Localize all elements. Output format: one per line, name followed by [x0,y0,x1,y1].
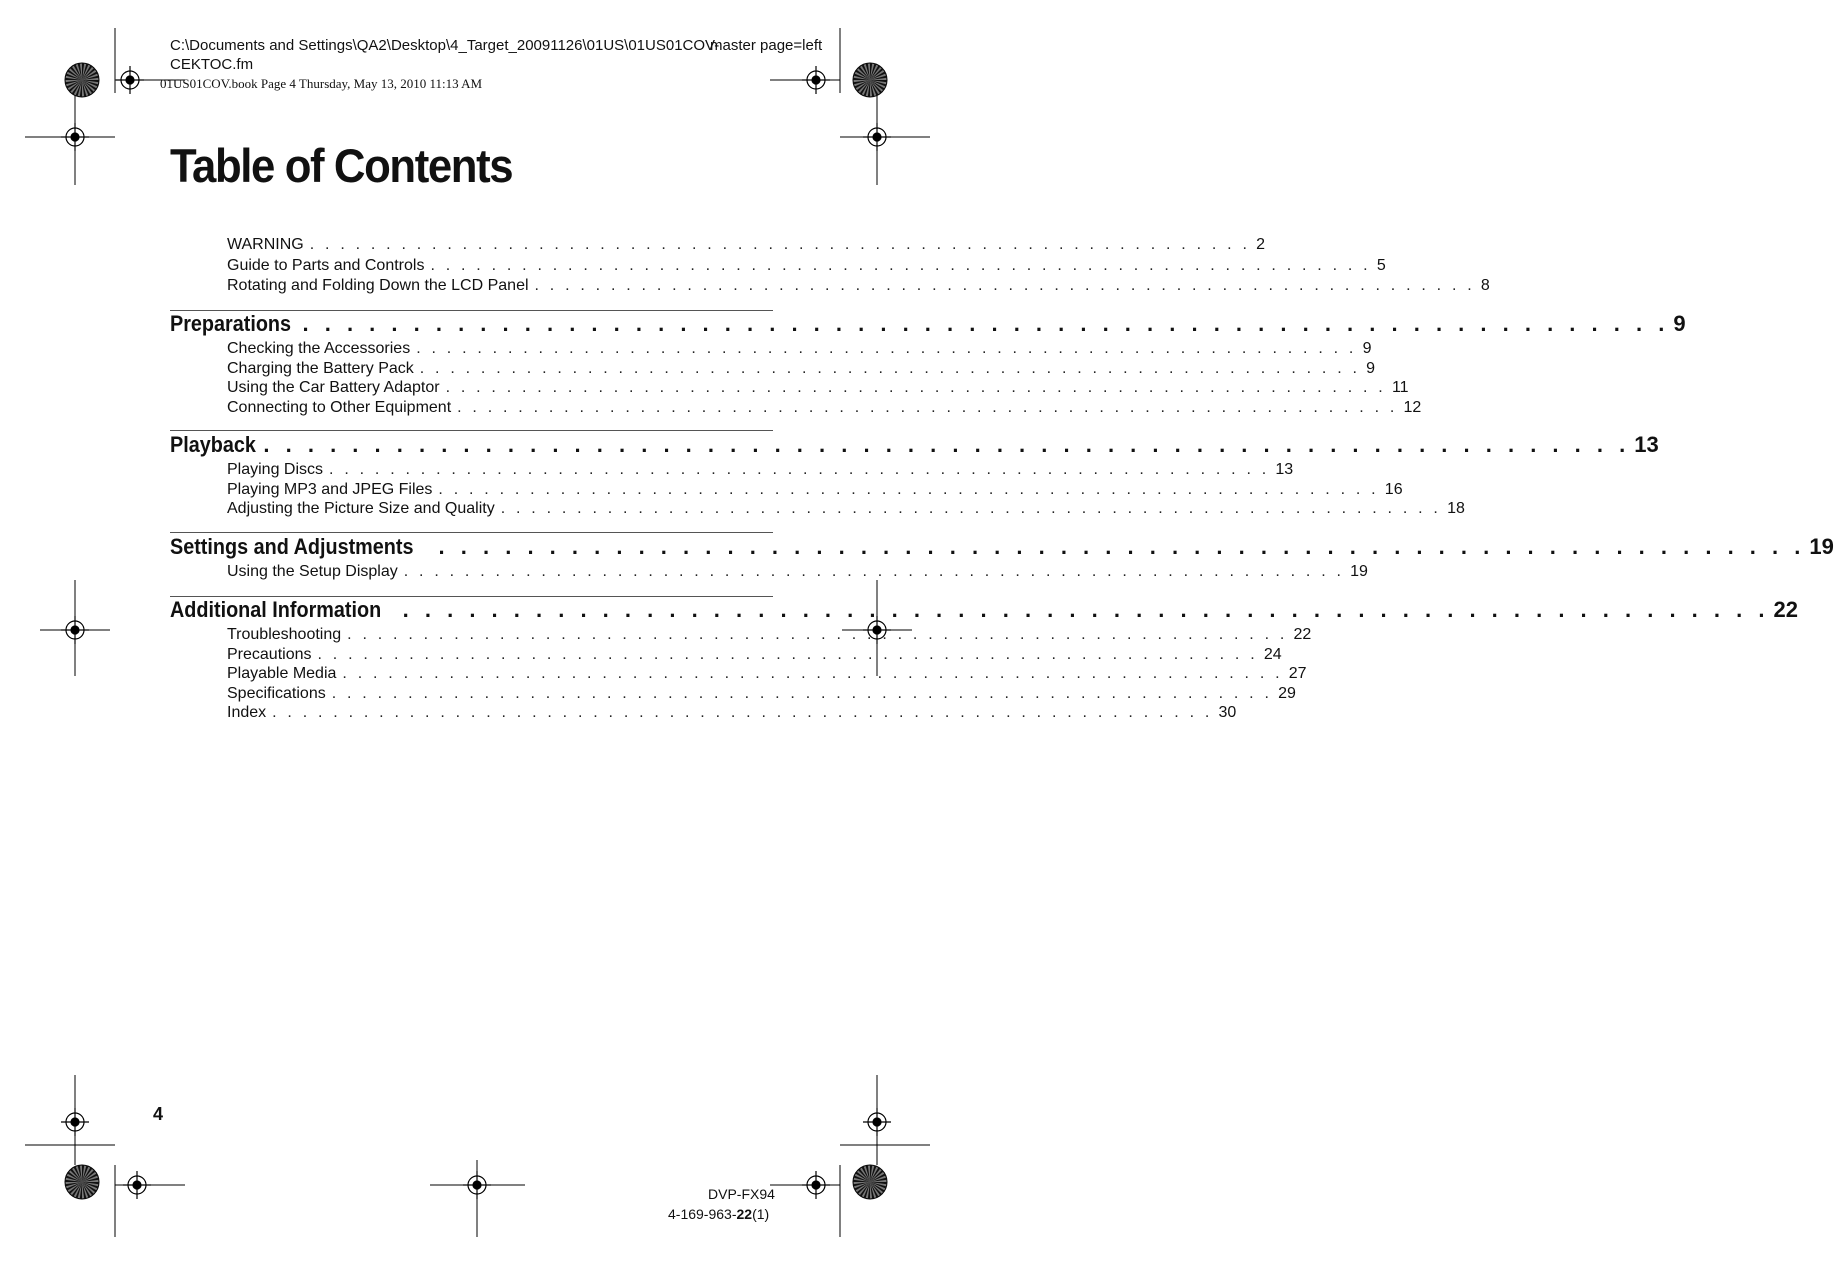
toc-entry-page: 8 [1480,277,1490,294]
toc-entry-page: 27 [1288,665,1307,682]
toc-entry[interactable] [227,398,1422,417]
section-page: 9 [1673,311,1686,336]
page-number: 4 [153,1104,164,1124]
toc-entry-page: 22 [1293,626,1312,643]
toc-entry-label: Troubleshooting [227,626,342,643]
toc-entry-page: 16 [1384,480,1403,498]
toc-entry-label: Rotating and Folding Down the LCD Panel [227,277,529,294]
toc-entry-page: 18 [1447,500,1465,517]
leader-dots: . . . . . . . . . . . . . . . . . . . . . . . . . . . . . . . . . . . . . . . . . . . . . . . . . . . . . . . . . . . . . . [403,563,1345,580]
leader-dots: . . . . . . . . . . . . . . . . . . . . . . . . . . . . . . . . . . . . . . . . . . . . . . . . . . . . . . . . . . . . . . [457,398,1398,416]
toc-section-heading[interactable] [170,534,1834,560]
toc-entry-label: Checking the Accessories [227,340,411,357]
leader-dots: . . . . . . . . . . . . . . . . . . . . . . . . . . . . . . . . . . . . . . . . . . . . . . . . . . . . . . . . . . . . . . [331,684,1273,702]
toc-entry-label: Playable Media [227,665,337,682]
leader-dots: . . . . . . . . . . . . . . . . . . . . . . . . . . . . . . . . . . . . . . . . . . . . . . . . . . . . . . . . . . . . . . [534,277,1475,294]
leader-dots: . . . . . . . . . . . . . . . . . . . . . . . . . . . . . . . . . . . . . . . . . . . . . . . . . . . . . . . . . . . . . . [402,597,1770,622]
toc-entry[interactable] [227,664,1307,683]
toc-entry-label: Playing MP3 and JPEG Files [227,480,433,498]
toc-entry[interactable] [227,625,1312,644]
toc-entry-page: 9 [1366,359,1376,377]
section-title: Preparations [170,311,292,336]
toc-entry-page: 24 [1263,645,1282,663]
leader-dots: . . . . . . . . . . . . . . . . . . . . . . . . . . . . . . . . . . . . . . . . . . . . . . . . . . . . . . . . . . . . . . [329,461,1270,478]
leader-dots: . . . . . . . . . . . . . . . . . . . . . . . . . . . . . . . . . . . . . . . . . . . . . . . . . . . . . . . . . . . . . . [438,480,1379,498]
leader-dots: . . . . . . . . . . . . . . . . . . . . . . . . . . . . . . . . . . . . . . . . . . . . . . . . . . . . . . . . . . . . . . [500,500,1442,517]
section-divider [170,532,773,533]
toc-entry-label: WARNING [227,236,304,253]
leader-dots: . . . . . . . . . . . . . . . . . . . . . . . . . . . . . . . . . . . . . . . . . . . . . . . . . . . . . . . . . . . . . . [430,257,1371,274]
toc-entry-page: 2 [1256,236,1266,253]
section-divider [170,430,773,431]
toc-entry[interactable] [227,645,1282,664]
toc-entry[interactable] [227,480,1403,499]
toc-entry[interactable] [227,684,1296,703]
toc-entry-label: Index [227,704,267,721]
toc-entry[interactable] [227,235,1266,254]
leader-dots: . . . . . . . . . . . . . . . . . . . . . . . . . . . . . . . . . . . . . . . . . . . . . . . . . . . . . . . . . . . . . . [342,665,1283,682]
section-title: Playback [170,432,256,457]
leader-dots: . . . . . . . . . . . . . . . . . . . . . . . . . . . . . . . . . . . . . . . . . . . . . . . . . . . . . . . . . . . . . . [272,704,1213,721]
leader-dots: . . . . . . . . . . . . . . . . . . . . . . . . . . . . . . . . . . . . . . . . . . . . . . . . . . . . . . . . . . . . . . [263,432,1631,457]
section-title: Additional Information [170,597,382,622]
toc-entry-page: 19 [1350,563,1368,580]
toc-entry-label: Guide to Parts and Controls [227,257,425,274]
toc-entry-label: Precautions [227,645,312,663]
toc-entry-page: 29 [1278,684,1296,702]
leader-dots: . . . . . . . . . . . . . . . . . . . . . . . . . . . . . . . . . . . . . . . . . . . . . . . . . . . . . . . . . . . . . . [416,340,1357,357]
toc-entry-label: Using the Car Battery Adaptor [227,379,440,396]
section-title: Settings and Adjustments [170,534,414,559]
section-page: 19 [1809,534,1834,559]
toc-entry-page: 5 [1376,257,1386,274]
toc-section-heading[interactable] [170,597,1798,623]
toc-entry-label: Specifications [227,684,326,702]
file-path-header-continued: CEKTOC.fm [170,56,254,73]
leader-dots: . . . . . . . . . . . . . . . . . . . . . . . . . . . . . . . . . . . . . . . . . . . . . . . . . . . . . . . . . . . . . . [302,311,1670,336]
leader-dots: . . . . . . . . . . . . . . . . . . . . . . . . . . . . . . . . . . . . . . . . . . . . . . . . . . . . . . . . . . . . . . [309,236,1251,253]
model-number: DVP-FX94 [708,1186,775,1202]
toc-entry-page: 13 [1275,461,1294,478]
leader-dots: . . . . . . . . . . . . . . . . . . . . . . . . . . . . . . . . . . . . . . . . . . . . . . . . . . . . . . . . . . . . . . [445,379,1386,396]
leader-dots: . . . . . . . . . . . . . . . . . . . . . . . . . . . . . . . . . . . . . . . . . . . . . . . . . . . . . . . . . . . . . . [419,359,1361,377]
toc-entry[interactable] [227,256,1386,275]
toc-section-heading[interactable] [170,432,1659,458]
leader-dots: . . . . . . . . . . . . . . . . . . . . . . . . . . . . . . . . . . . . . . . . . . . . . . . . . . . . . . . . . . . . . . [438,534,1806,559]
toc-entry-page: 30 [1218,704,1237,721]
toc-entry-label: Playing Discs [227,461,324,478]
leader-dots: . . . . . . . . . . . . . . . . . . . . . . . . . . . . . . . . . . . . . . . . . . . . . . . . . . . . . . . . . . . . . . [317,645,1258,663]
book-info-line: 01US01COV.book Page 4 Thursday, May 13, 2010 11:13 AM [160,76,483,91]
toc-entry-label: Connecting to Other Equipment [227,398,452,416]
toc-entry[interactable] [227,562,1368,581]
page-title: Table of Contents [170,139,513,192]
toc-entry[interactable] [227,378,1409,397]
toc-entry-label: Charging the Battery Pack [227,359,414,377]
document-code: 4-169-963-22(1) [668,1206,770,1222]
toc-entry[interactable] [227,499,1465,518]
section-page: 13 [1634,432,1659,457]
toc-entry-page: 9 [1362,340,1372,357]
toc-entry[interactable] [227,359,1376,378]
section-page: 22 [1773,597,1798,622]
toc-section-heading[interactable] [170,311,1686,337]
leader-dots: . . . . . . . . . . . . . . . . . . . . . . . . . . . . . . . . . . . . . . . . . . . . . . . . . . . . . . . . . . . . . . [347,626,1288,643]
toc-entry[interactable] [227,339,1372,358]
file-path-header: C:\Documents and Settings\QA2\Desktop\4_Target_20091126\01US\01US01COV- [170,37,720,54]
toc-entry-page: 11 [1391,379,1409,396]
master-page-label: master page=left [710,37,823,54]
toc-entry-label: Using the Setup Display [227,563,398,580]
toc-entry-page: 12 [1403,398,1422,416]
toc-entry-label: Adjusting the Picture Size and Quality [227,500,495,517]
toc-entry[interactable] [227,276,1490,295]
toc-entry[interactable] [227,460,1294,479]
toc-entry[interactable] [227,703,1237,722]
